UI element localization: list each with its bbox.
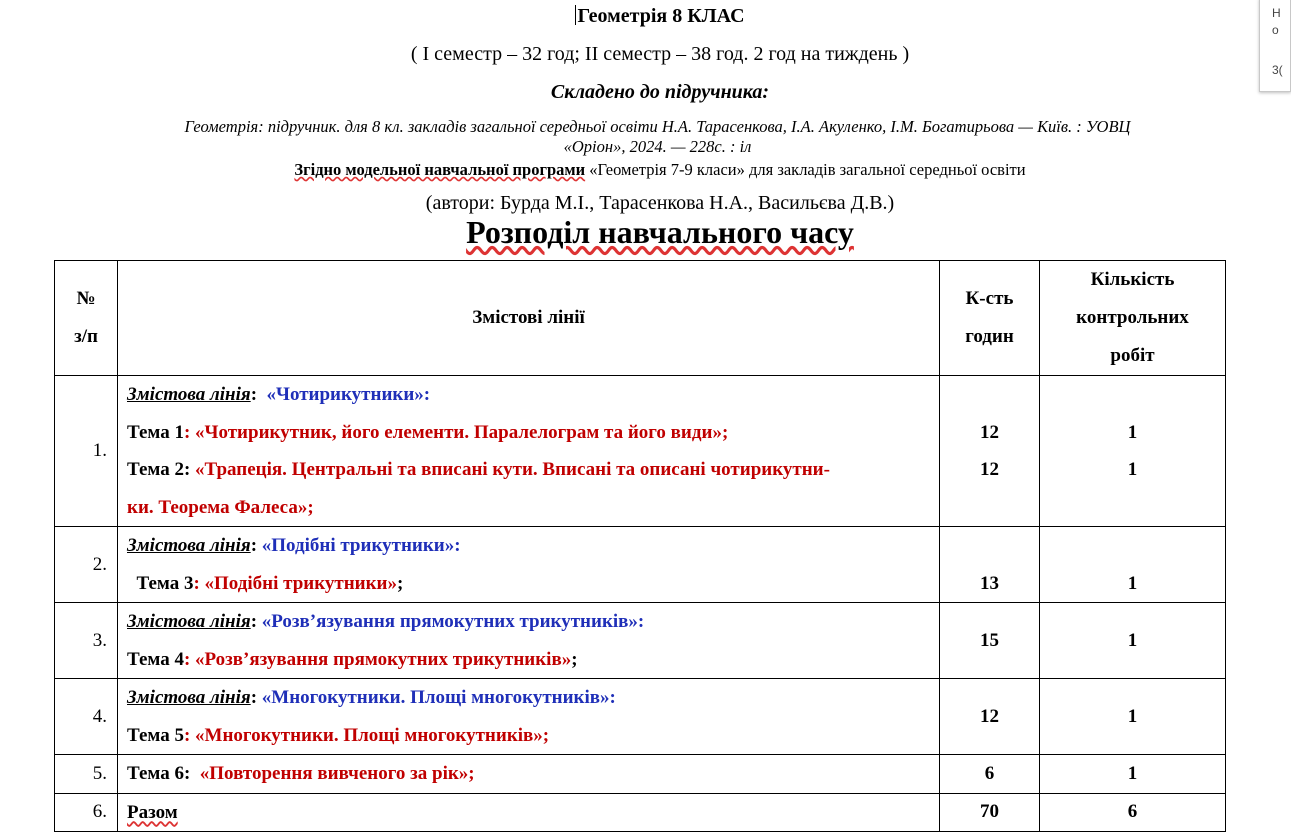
side-panel-letter: о — [1272, 23, 1279, 37]
header-content-lines: Змістові лінії — [118, 261, 940, 376]
content-line-label: Змістова лінія — [127, 384, 251, 405]
tests-cell: 1 — [1040, 603, 1226, 679]
content-line-label: Змістова лінія — [127, 687, 251, 708]
header-num: № з/п — [55, 261, 118, 376]
row-number: 3. — [55, 603, 118, 679]
table-row — [55, 376, 1226, 527]
program-bold: Згідно модельної навчальної програми — [294, 160, 586, 179]
row-number: 2. — [55, 527, 118, 603]
textbook-line-2: «Оріон», 2024. — 228с. : іл — [563, 137, 752, 156]
tests-cell — [1040, 376, 1226, 527]
tests-cell: 1 — [1040, 679, 1226, 755]
topic-label: Тема 3 — [136, 572, 194, 594]
distribution-title — [40, 214, 1280, 251]
distribution-title-text: Розподіл навчального часу — [466, 214, 854, 250]
document-title — [40, 5, 1280, 28]
title-text: Геометрія 8 КЛАС — [577, 5, 745, 27]
row-number: 5. — [55, 755, 118, 794]
row-number: 6. — [55, 793, 118, 832]
content-line-name: «Многокутники. Площі многокутників»: — [261, 687, 616, 708]
row-content: Змістова лінія: «Розв’язування прямокутних трикутників»: Тема 4: «Розв’язування прямокутних трикутників»; — [118, 603, 940, 679]
authors-line: (автори: Бурда М.І., Тарасенкова Н.А., Васильєва Д.В.) — [425, 192, 895, 214]
textbook-reference — [100, 117, 1215, 157]
row-content: Змістова лінія: «Подібні трикутники»: Тема 3: «Подібні трикутники»; — [118, 527, 940, 603]
topic-title: «Чотирикутник, його елементи. Паралелограм та його види»; — [195, 421, 729, 443]
row-content — [118, 793, 940, 832]
topic-label: Тема 4 — [127, 648, 184, 670]
table-row-total — [55, 793, 1226, 832]
table-row — [55, 603, 1226, 679]
program-line — [40, 160, 1280, 180]
topic-label: Тема 5 — [127, 724, 184, 746]
total-label: Разом — [127, 801, 178, 823]
row-content: Змістова лінія: «Чотирикутники»: Тема 1: «Чотирикутник, його елементи. Паралелограм та його види»; Тема 2: «Трапеція. Центральні та вписані кути. Вписані та описані чотирикутни- ки. Теорема Фалеса»; — [118, 376, 940, 527]
table-row — [55, 679, 1226, 755]
topic-title: «Трапеція. Центральні та вписані кути. Вписані та описані чотирикутни- — [195, 459, 830, 480]
content-line-label: Змістова лінія — [127, 535, 251, 556]
hours-cell — [940, 376, 1040, 527]
content-line-name: «Подібні трикутники»: — [261, 535, 461, 556]
content-line-label: Змістова лінія — [127, 611, 251, 632]
topic-title: «Подібні трикутники» — [204, 572, 398, 594]
topic-label: Тема 2 — [127, 459, 184, 480]
tests-value: 1 — [1127, 459, 1138, 480]
topic-label: Тема 6 — [127, 763, 184, 784]
topic-label: Тема 1 — [127, 421, 184, 443]
content-line-name: «Розв’язування прямокутних трикутників»: — [261, 611, 645, 632]
row-number: 4. — [55, 679, 118, 755]
program-rest: «Геометрія 7-9 класи» для закладів загальної середньої освіти — [585, 160, 1026, 179]
header-tests: Кількість контрольних робіт — [1040, 261, 1226, 376]
hours-cell: 12 — [940, 679, 1040, 755]
tests-value: 1 — [1127, 572, 1138, 594]
textbook-line-1: Геометрія: підручник. для 8 кл. закладів загальної середньої освіти Н.А. Тарасенкова, І.А. Акуленко, І.М. Богатирьова — Київ. : УОВЦ — [184, 117, 1131, 136]
hours-cell: 6 — [940, 755, 1040, 794]
table-header-row — [55, 261, 1226, 376]
row-content: Тема 6: «Повторення вивченого за рік»; — [118, 755, 940, 794]
topic-title: «Многокутники. Площі многокутників»; — [195, 724, 550, 746]
hours-cell: 15 — [940, 603, 1040, 679]
tests-cell: 1 — [1040, 755, 1226, 794]
composed-for-heading: Складено до підручника: — [550, 81, 770, 103]
side-panel-letter: Н — [1272, 6, 1281, 20]
side-comment-panel[interactable] — [1259, 0, 1291, 92]
tests-cell — [1040, 527, 1226, 603]
hours-cell — [940, 527, 1040, 603]
topic-title: «Повторення вивченого за рік»; — [199, 763, 475, 784]
content-line-name: «Чотирикутники»: — [266, 384, 431, 405]
hours-cell: 70 — [940, 793, 1040, 832]
semesters-line: ( І семестр – 32 год; ІІ семестр – 38 год. 2 год на тиждень ) — [410, 43, 910, 65]
tests-value: 1 — [1127, 421, 1138, 443]
side-panel-letter: 3( — [1272, 63, 1283, 77]
topic-title: «Розв’язування прямокутних трикутників» — [195, 648, 572, 670]
topic-title-continued: ки. Теорема Фалеса»; — [127, 496, 314, 518]
tests-cell: 6 — [1040, 793, 1226, 832]
time-distribution-table — [54, 260, 1226, 832]
row-content: Змістова лінія: «Многокутники. Площі многокутників»: Тема 5: «Многокутники. Площі многокутників»; — [118, 679, 940, 755]
row-number: 1. — [55, 376, 118, 527]
hours-value: 12 — [980, 459, 999, 480]
hours-value: 12 — [980, 421, 999, 443]
hours-value: 13 — [980, 572, 999, 594]
table-row — [55, 755, 1226, 794]
table-row — [55, 527, 1226, 603]
header-hours: К-сть годин — [940, 261, 1040, 376]
